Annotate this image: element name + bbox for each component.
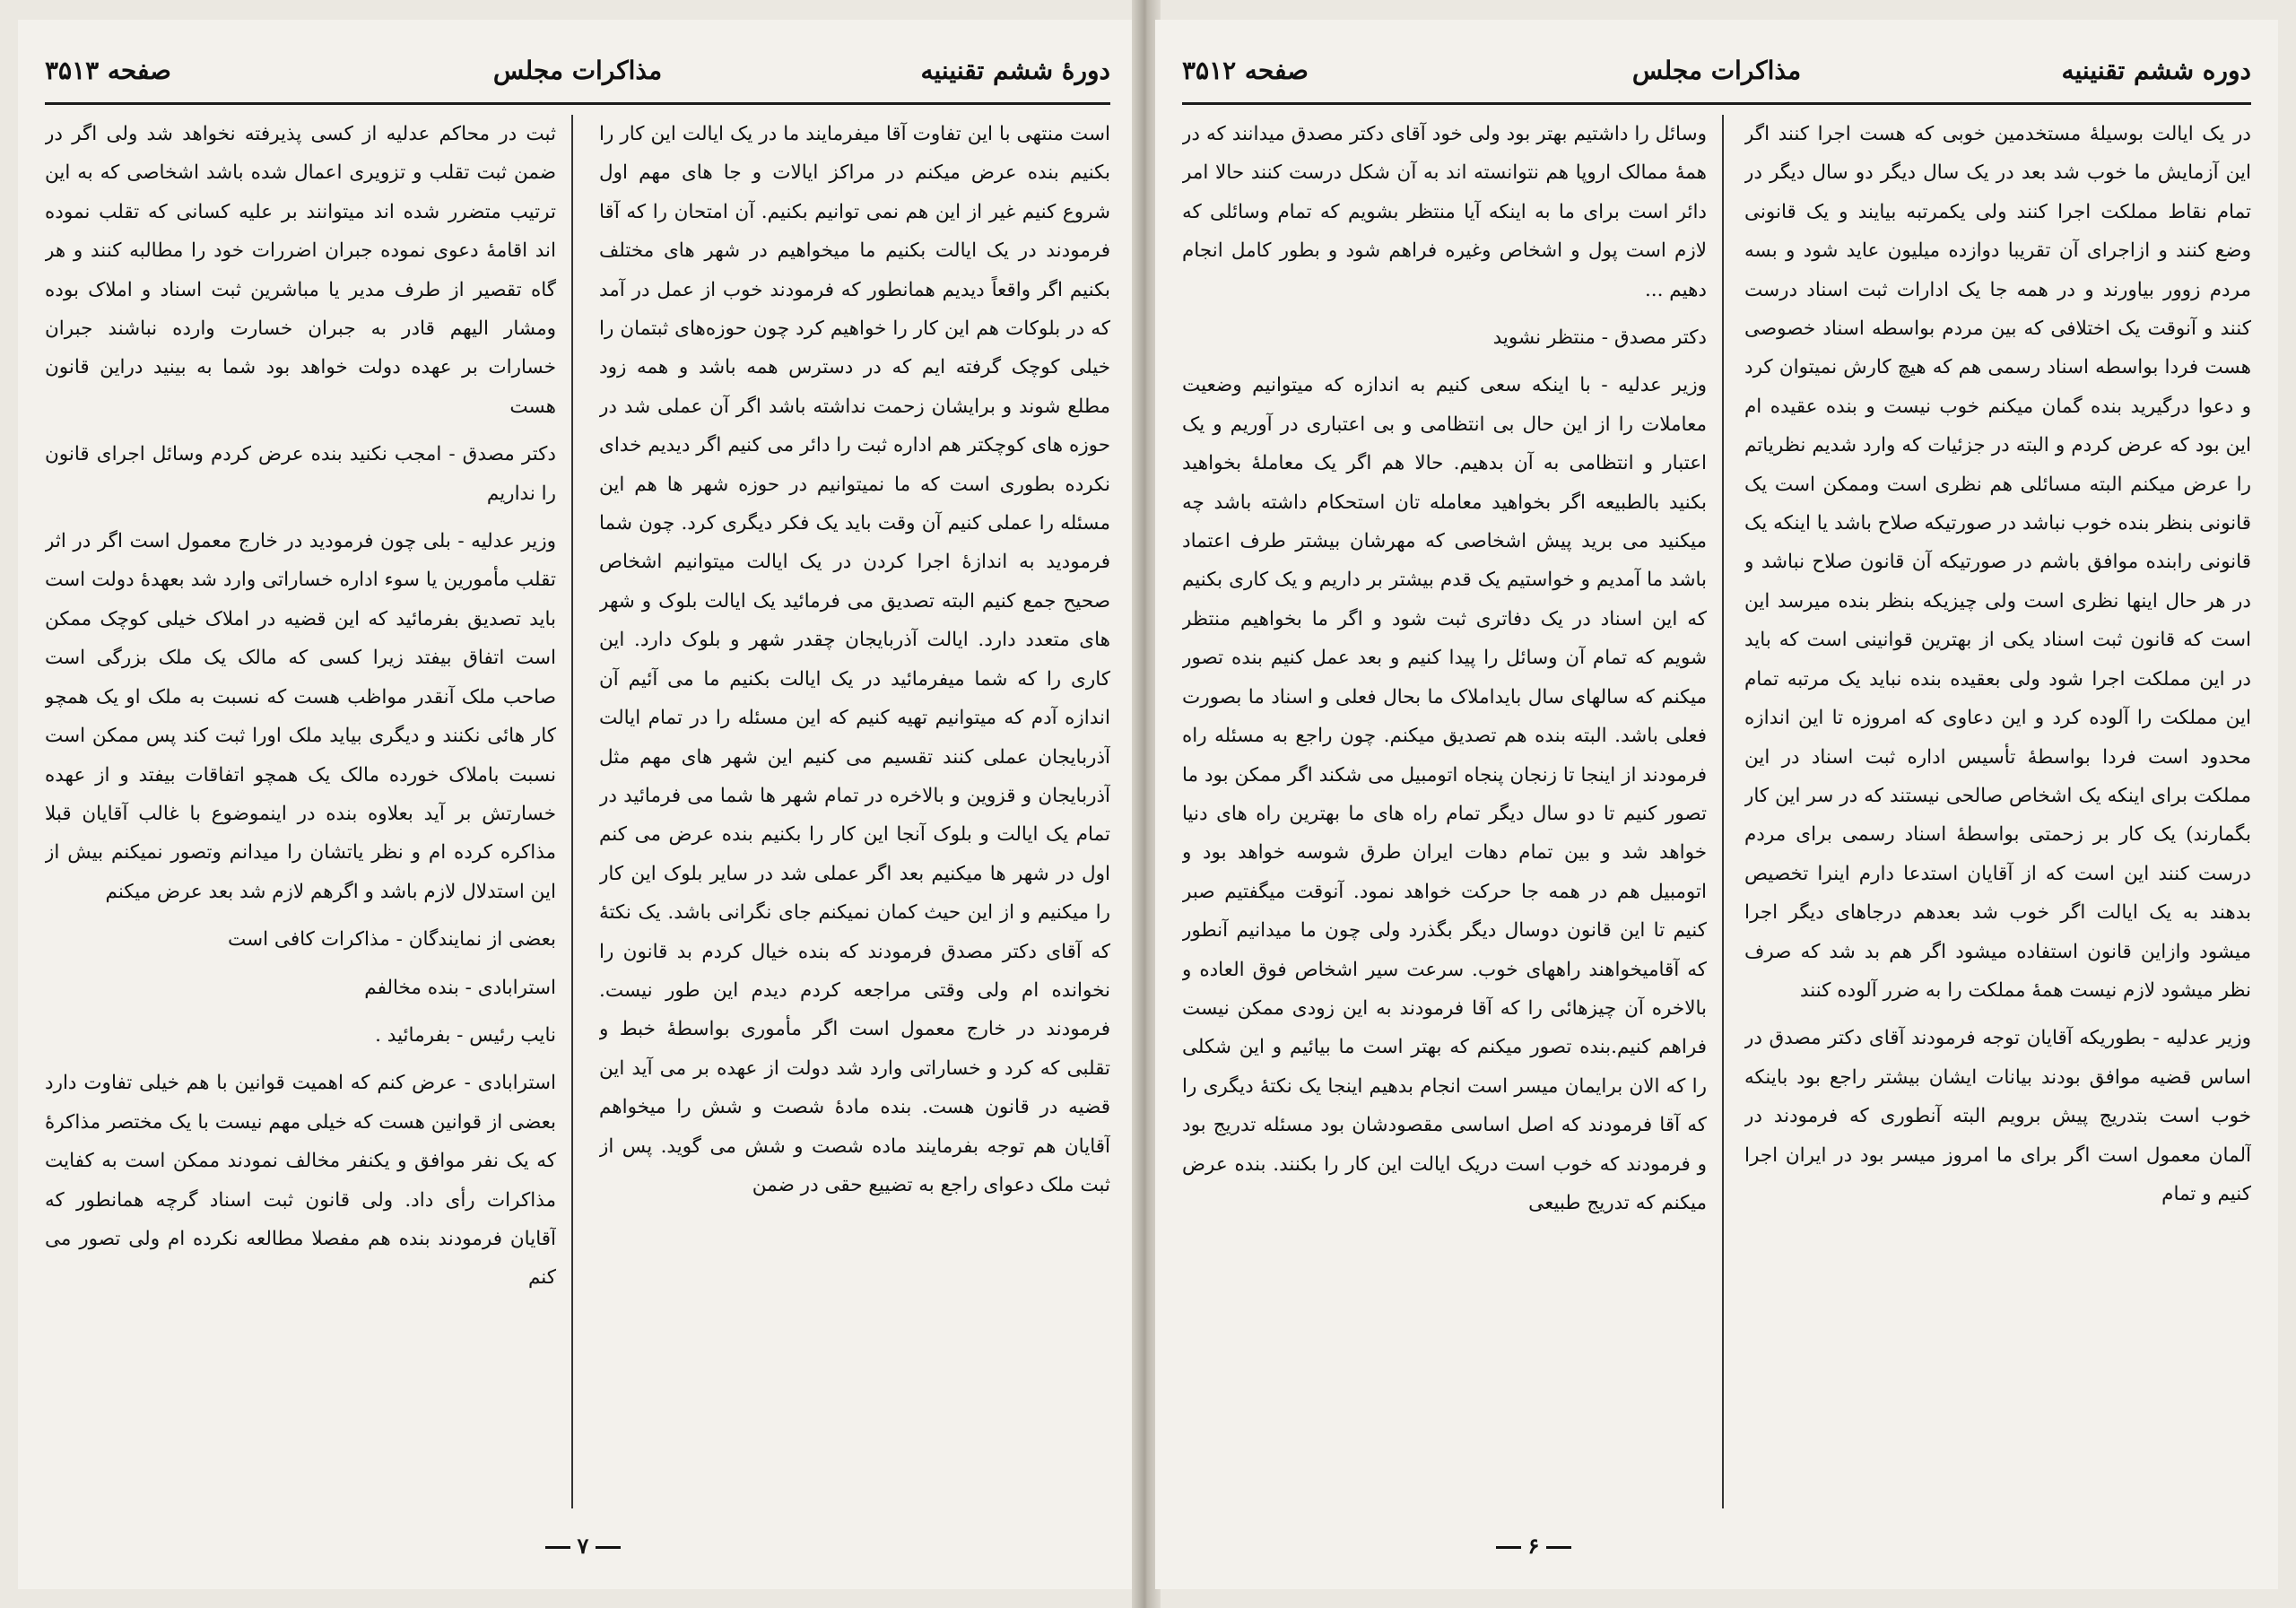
speaker-paragraph: استرابادی - بنده مخالفم: [364, 976, 556, 999]
header-session: دوره ششم تقنینیه: [2061, 56, 2251, 85]
speaker-paragraph: بعضی از نمایندگان - مذاکرات کافی است: [227, 928, 556, 952]
speaker-paragraph: دکتر مصدق - منتظر نشوید: [1492, 326, 1707, 350]
speaker-paragraph: استرابادی - عرض کنم که اهمیت قوانین با هم خیلی تفاوت دارد بعضی از قوانین هست که خیلی مهم نیست با یک مختصر مذاکرهٔ که یک نفر موافق و یکنفر مخالف نمودند ممکن است به کفایت مذاکرات رأی داد. ولی قانون ثبت اسناد گرچه همانطور که آقایان فرمودند بنده هم مفصلا مطالعه نکرده ام ولی تصور می کنم: [45, 1072, 556, 1290]
column-left: [1182, 115, 1707, 1508]
speaker-paragraph: دکتر مصدق - امجب نکنید بنده عرض کردم وسائل اجرای قانون را نداریم: [45, 443, 556, 505]
header-rule: [45, 102, 1110, 105]
paragraph: است منتهی با این تفاوت آقا میفرمایند ما در یک ایالت این کار را بکنیم بنده عرض میکنم در مراکز ایالات و جا های مهم اول شروع کنیم غیر از این هم نمی توانیم بکنیم. آن امتحان را که آقا فرمودند در یک ایالت بکنیم ما میخواهیم در شهر های مختلف بکنیم اگر واقعاً دیدیم همانطور که فرمودند خوب از عمل در آمد که در بلوکات هم این کار را خواهیم کرد چون حوزه‌های ثبتمان را خیلی کوچک گرفته ایم که در دسترس همه باشد و همه زود مطلع شوند و برایشان زحمت نداشته باشد اگر آن عملی شد در حوزه های کوچکتر هم اداره ثبت را دائر می کنیم اگر دیدیم خدای نکرده بطوری است که ما نمیتوانیم در حوزه شهر ها هم این مسئله را عملی کنیم آن وقت باید یک فکر دیگری کرد. چون شما فرمودید به اندازهٔ اجرا کردن در یک ایالت میتوانیم اشخاص صحیح جمع کنیم البته تصدیق می فرمائید یک ایالت بلوک و شهر های متعدد دارد. ایالت آذربایجان چقدر شهر و بلوک دارد. این کاری را که شما میفرمائید در یک ایالت بکنیم ما می آئیم آن اندازه آدم که میتوانیم تهیه کنیم که این مسئله را در تمام ایالت آذربایجان عملی کنند تقسیم می کنیم این شهر های مهم مثل آذربایجان و قزوین و بالاخره در تمام شهر ها شما می فرمائید در تمام یک ایالت و بلوک آنجا این کار را بکنیم بنده عرض می کنم اول در شهر ها میکنیم بعد اگر عملی شد در سایر بلوک این کار را میکنیم و از این حیث کمان نمیکنم جای نگرانی باشد. یک نکتهٔ که آقای دکتر مصدق فرمودند که بنده خیال کردم بد قانون را نخوانده ام ولی وقتی مراجعه کردم دیدم این طور نیست. فرمودند در خارج معمول است اگر مأموری بواسطهٔ خبط و تقلبی که کرد و خساراتی وارد شد دولت از عهده بر می آید این قضیه در قانون هست. بنده مادهٔ شصت و شش را میخواهم آقایان هم توجه بفرمایند ماده شصت و شش می گوید. پس از ثبت ملک دعوای راجع به تضییع حقی در ضمن: [599, 123, 1110, 1196]
speaker-paragraph: وزیر عدلیه - بطوریکه آقایان توجه فرمودند آقای دکتر مصدق در اساس قضیه موافق بودند بیانات ایشان بیشتر راجع بود باینکه خوب است بتدریج پیش برویم البته آنطوری که فرمودند در آلمان معمول است اگر برای ما امروز میسر بود در ایران اجرا کنیم و تمام: [1744, 1027, 2251, 1205]
column-divider: [1722, 115, 1724, 1508]
column-left: [45, 115, 556, 1508]
paragraph: در یک ایالت بوسیلهٔ مستخدمین خوبی که هست اجرا کنند اگر این آزمایش ما خوب شد بعد در یک سال دیگر دو سال دیگر در تمام نقاط مملکت اجرا کنند ولی یکمرتبه بیایند و یک قانونی وضع کنند و ازاجرای آن تقریبا دوازده میلیون عاید شود و بسه مردم زوور بیاورند و در همه جا یک ادارات ثبت اسناد درست کنند و آنوقت یک اختلافی که بین مردم بواسطه اسناد خصوصی هست فردا بواسطه اسناد رسمی هم که هیچ کارش نمیتوان کرد و دعوا درگیرید بنده گمان میکنم خوب نیست و بنده عقیده ام این بود که عرض کردم و البته در جزئیات که وارد شدیم نظریاتم را عرض میکنم البته مسائلی هم نظری است وممکن است یک قانونی بنظر بنده خوب نباشد در صورتیکه صلاح باشد یا اینکه یک قانونی رابنده موافق باشم در صورتیکه آن قانون صلاح نباشد و در هر حال اینها نظری است ولی چیزیکه بنظر بنده میرسد این است که قانون ثبت اسناد یکی از بهترین قوانینی است که باید در این مملکت اجرا شود ولی بعقیده بنده نباید یک مرتبه تمام این مملکت را آلوده کرد و این دعاوی که امروزه تا این اندازه محدود است فردا بواسطهٔ تأسیس اداره ثبت اسناد در این مملکت برای اینکه یک اشخاص صالحی نیستند که در سر این کار بگمارند) یک کار بر زحمتی بواسطهٔ اسناد رسمی برای مردم درست کنند این است که از آقایان استدعا دارم اینرا تخصیص بدهند به یک ایالت اگر خوب شد بعدهم درجاهای دیگر اجرا میشود وازاین قانون استفاده میشود اگر هم بد شد که صرف نظر میشود لازم نیست همهٔ مملکت را به ضرر آلوده کنند: [1744, 123, 2251, 1002]
column-divider: [571, 115, 573, 1508]
folio-dash: [596, 1546, 621, 1549]
speaker-paragraph: وزیر عدلیه - با اینکه سعی کنیم به اندازه که میتوانیم وضعیت معاملات را از این حال بی انتظامی و بی اعتباری در آوریم و یک اعتبار و انتظامی به آن بدهیم. حالا هم اگر یک معاملهٔ بخواهید بکنید بالطبیعه اگر بخواهید معامله تان استحکام داشته باشد چه میکنید می برید پیش اشخاصی که مهرشان بیشتر طرف اعتماد باشد ما آمدیم و خواستیم یک قدم بیشتر بر داریم و یک کاری بکنیم که این اسناد در یک دفاتری ثبت شود و اگر ما بخواهیم منتظر شویم که تمام آن وسائل را پیدا کنیم و بعد عمل کنیم بنده تصور میکنم که سالهای سال بایداملاک ما بحال فعلی و اسناد ما بصورت فعلی باشد. البته بنده هم تصدیق میکنم. چون راجع به مسئله راه فرمودند از اینجا تا زنجان پنجاه اتومبیل می شکند اگر ممکن بود ما تصور کنیم تا دو سال دیگر تمام راه های ما بهترین راه های دنیا خواهد شد و بین تمام دهات ایران طرق شوسه خواهد بود و اتومبیل هم در همه جا حرکت خواهد نمود. آنوقت میگفتیم صبر کنیم تا این قانون دوسال دیگر بگذرد ولی چون ما میدانیم آنطور که آقامیخواهند راههای خوب. سرعت سیر اشخاص فوق العاده و بالاخره آن چیزهائی را که آقا فرمودند به این زودی ممکن نیست فراهم کنیم.بنده تصور میکنم که بهتر است ما بیائیم و این شکلی را که الان برایمان میسر است انجام بدهیم اینجا یک نکتهٔ دیگری را که آقا فرمودند که اصل اساسی مقصودشان بود مسئله تدریج بود و فرمودند که خوب است دریک ایالت این کار را بکنند. بنده عرض میکنم که تدریج طبیعی: [1182, 374, 1707, 1214]
speaker-paragraph: نایب رئیس - بفرمائید .: [375, 1023, 556, 1047]
header-page-number: صفحه ۳۵۱۲: [1182, 56, 1309, 85]
folio-dash: [545, 1546, 570, 1549]
page-folio: [520, 1533, 646, 1559]
header-session: دورهٔ ششم تقنینیه: [920, 56, 1110, 85]
running-header: [1182, 47, 2251, 91]
column-right: [1744, 115, 2251, 1508]
header-title: مذاکرات مجلس: [1631, 56, 1802, 85]
paragraph: وسائل را داشتیم بهتر بود ولی خود آقای دکتر مصدق میدانند که در همهٔ ممالک اروپا هم نتوانسته اند به آن شکل درست کنند حالا امر دائر است برای ما به اینکه آیا منتظر بشویم که تمام وسائلی که لازم است پول و اشخاص وغیره فراهم شود و بطور کامل انجام دهیم ...: [1182, 123, 1707, 301]
paragraph: ثبت در محاکم عدلیه از کسی پذیرفته نخواهد شد ولی اگر در ضمن ثبت تقلب و تزویری اعمال شده باشد اشخاصی که به این ترتیب متضرر شده اند میتوانند بر علیه کسانی که تقلب نموده اند اقامهٔ دعوی نموده جبران اضررات خود را مطالبه کنند و هر گاه تقصیر از طرف مدیر یا مباشرین ثبت اسناد و املاک بوده ومشار الیهم قادر به جبران خسارت وارده نباشند جبران خسارات بر عهده دولت خواهد بود شما به بینید دراین قانون هست: [45, 123, 556, 418]
page-left: [18, 20, 1137, 1589]
header-rule: [1182, 102, 2251, 105]
folio-dash: [1496, 1546, 1521, 1549]
page-folio: [1471, 1533, 1596, 1559]
folio-number: ۶: [1527, 1533, 1540, 1559]
running-header: [45, 47, 1110, 91]
header-title: مذاکرات مجلس: [492, 56, 663, 85]
speaker-paragraph: وزیر عدلیه - بلی چون فرمودید در خارج معمول است اگر در اثر تقلب مأمورین یا سوء اداره خساراتی وارد شد بعهدهٔ دولت است باید تصدیق بفرمائید که این قضیه در املاک خیلی کوچک ممکن است اتفاق بیفتد زیرا کسی که مالک یک ملک بزرگی است صاحب ملک آنقدر مواظب هست که نسبت به ملک او یک همچو کار هائی نکنند و دیگری بیاید ملک اورا ثبت کند پس ممکن است نسبت باملاک خورده مالک یک همچو اتفاقات بیفتد و از عهده خسارتش بر آید بعلاوه بنده در اینموضوع با غالب آقایان قبلا مذاکره کرده ام و نظر یاتشان را میدانم وتصور نمیکنم بیش از این استدلال لازم باشد و اگرهم لازم شد بعد عرض میکنم: [45, 530, 556, 903]
column-right: [599, 115, 1110, 1508]
page-right: [1155, 20, 2278, 1589]
folio-number: ۷: [577, 1533, 589, 1559]
folio-dash: [1546, 1546, 1571, 1549]
header-page-number: صفحه ۳۵۱۳: [45, 56, 171, 85]
